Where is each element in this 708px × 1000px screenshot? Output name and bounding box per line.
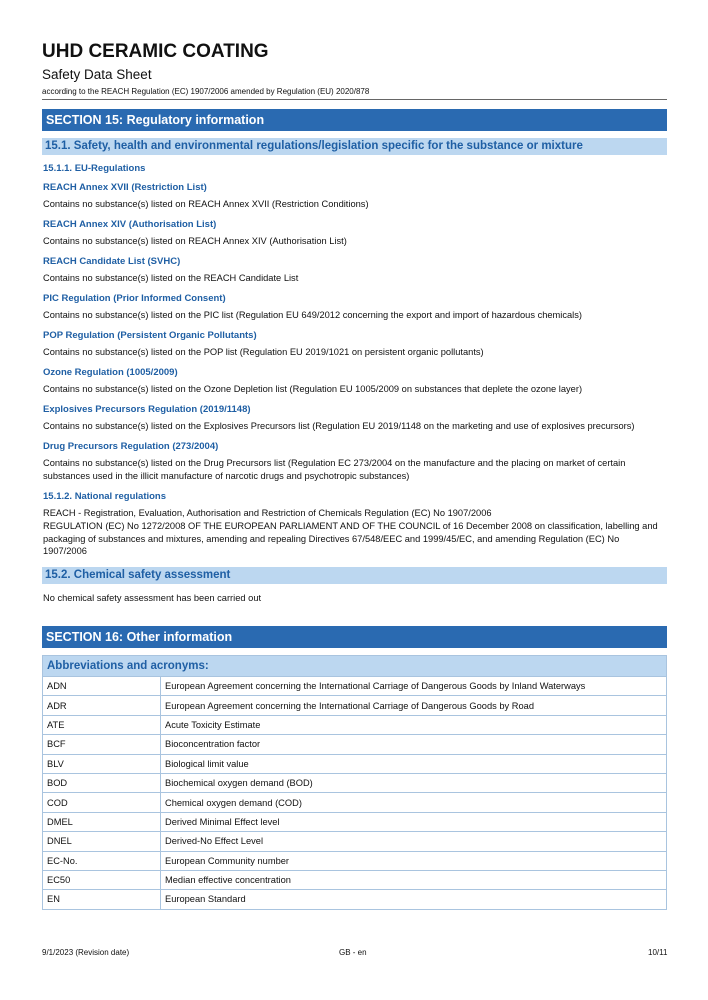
header-divider [42, 99, 667, 100]
table-row [43, 851, 667, 870]
table-row [43, 715, 667, 734]
reg-text-candidate-list: Contains no substance(s) listed on the REACH Candidate List [43, 273, 299, 283]
abbreviation-cell: EN [43, 890, 161, 909]
reg-heading-annex-xvii: REACH Annex XVII (Restriction List) [43, 182, 207, 193]
national-regulations-heading: 15.1.2. National regulations [43, 491, 167, 502]
table-row [43, 793, 667, 812]
definition-cell: Median effective concentration [161, 870, 667, 889]
reg-heading-annex-xiv: REACH Annex XIV (Authorisation List) [43, 219, 217, 230]
footer-locale: GB - en [339, 948, 367, 957]
reg-text-drug-precursors: Contains no substance(s) listed on the Drug Precursors list (Regulation EC 273/2004 on the manufacture and the placing on market of certain substances used in the illicit manufacture of narcotic drugs and psychotropic substances) [43, 458, 626, 481]
abbreviation-cell: ADR [43, 696, 161, 715]
table-row [43, 812, 667, 831]
table-row [43, 832, 667, 851]
definition-cell: Biological limit value [161, 754, 667, 773]
subsection-15-2-title: 15.2. Chemical safety assessment [42, 567, 667, 584]
footer-page-number: 10/11 [648, 948, 668, 957]
table-row [43, 773, 667, 792]
section-15-title: SECTION 15: Regulatory information [42, 109, 667, 131]
document-title: UHD CERAMIC COATING [42, 41, 269, 62]
abbreviation-cell: EC50 [43, 870, 161, 889]
abbreviations-table [42, 655, 667, 910]
reg-text-pic: Contains no substance(s) listed on the PIC list (Regulation EU 649/2012 concerning the export and import of hazardous chemicals) [43, 310, 582, 320]
table-row [43, 735, 667, 754]
definition-cell: European Standard [161, 890, 667, 909]
abbreviation-cell: BOD [43, 773, 161, 792]
abbreviation-cell: BCF [43, 735, 161, 754]
regulation-note: according to the REACH Regulation (EC) 1907/2006 amended by Regulation (EU) 2020/878 [42, 87, 370, 96]
definition-cell: European Agreement concerning the International Carriage of Dangerous Goods by Inland Waterways [161, 677, 667, 696]
reg-heading-ozone: Ozone Regulation (1005/2009) [43, 367, 178, 378]
definition-cell: Bioconcentration factor [161, 735, 667, 754]
reg-text-annex-xiv: Contains no substance(s) listed on REACH Annex XIV (Authorisation List) [43, 236, 347, 246]
table-row [43, 677, 667, 696]
abbreviation-cell: ADN [43, 677, 161, 696]
reg-text-pop: Contains no substance(s) listed on the POP list (Regulation EU 2019/1021 on persistent organic pollutants) [43, 347, 484, 357]
chemical-safety-text: No chemical safety assessment has been carried out [43, 593, 262, 603]
reg-text-ozone: Contains no substance(s) listed on the Ozone Depletion list (Regulation EU 1005/2009 on substances that deplete the ozone layer) [43, 384, 583, 394]
definition-cell: European Community number [161, 851, 667, 870]
reg-text-annex-xvii: Contains no substance(s) listed on REACH Annex XVII (Restriction Conditions) [43, 199, 369, 209]
reg-heading-pic: PIC Regulation (Prior Informed Consent) [43, 293, 226, 304]
abbreviation-cell: ATE [43, 715, 161, 734]
definition-cell: European Agreement concerning the International Carriage of Dangerous Goods by Road [161, 696, 667, 715]
reg-text-explosives: Contains no substance(s) listed on the Explosives Precursors list (Regulation EU 2019/1148 on the marketing and use of explosives precursors) [43, 421, 635, 431]
reg-heading-explosives: Explosives Precursors Regulation (2019/1148) [43, 404, 251, 415]
reg-heading-pop: POP Regulation (Persistent Organic Pollutants) [43, 330, 257, 341]
table-row [43, 890, 667, 909]
reg-heading-candidate-list: REACH Candidate List (SVHC) [43, 256, 181, 267]
definition-cell: Biochemical oxygen demand (BOD) [161, 773, 667, 792]
abbreviation-cell: DNEL [43, 832, 161, 851]
reg-heading-drug-precursors: Drug Precursors Regulation (273/2004) [43, 441, 219, 452]
abbreviation-cell: BLV [43, 754, 161, 773]
abbreviation-cell: DMEL [43, 812, 161, 831]
definition-cell: Derived Minimal Effect level [161, 812, 667, 831]
definition-cell: Chemical oxygen demand (COD) [161, 793, 667, 812]
eu-regulations-heading: 15.1.1. EU-Regulations [43, 163, 146, 174]
document-subtitle: Safety Data Sheet [42, 67, 152, 82]
national-text-reach: REACH - Registration, Evaluation, Authorisation and Restriction of Chemicals Regulation (EC) No 1907/2006 [43, 508, 492, 518]
table-row [43, 870, 667, 889]
footer-revision-date: 9/1/2023 (Revision date) [42, 948, 130, 957]
definition-cell: Acute Toxicity Estimate [161, 715, 667, 734]
national-text-clp: REGULATION (EC) No 1272/2008 OF THE EUROPEAN PARLIAMENT AND OF THE COUNCIL of 16 December 2008 on classification, labelling and packaging of substances and mixtures, amending and repealing Directives 67/548/EEC and 1999/45/EC, and amending Regulation (EC) No 1907/2006 [43, 521, 658, 556]
definition-cell: Derived-No Effect Level [161, 832, 667, 851]
abbreviation-cell: COD [43, 793, 161, 812]
subsection-15-1-title: 15.1. Safety, health and environmental regulations/legislation specific for the substance or mixture [42, 138, 667, 155]
table-row [43, 754, 667, 773]
abbreviation-cell: EC-No. [43, 851, 161, 870]
abbreviations-table-title: Abbreviations and acronyms: [43, 656, 667, 677]
section-16-title: SECTION 16: Other information [42, 626, 667, 648]
table-row [43, 696, 667, 715]
